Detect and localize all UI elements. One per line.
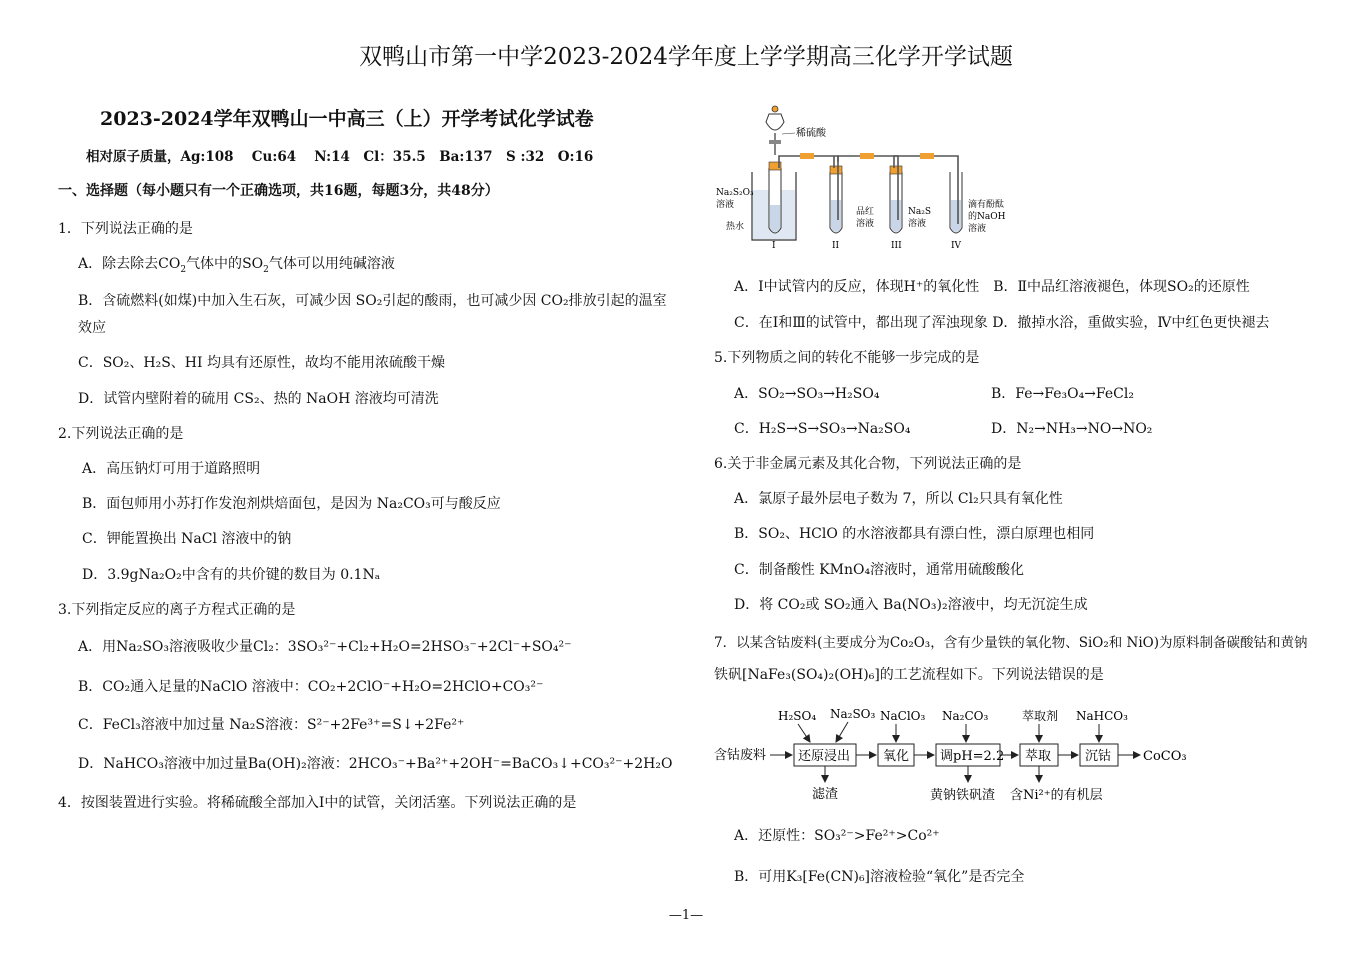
q7-option-b: B．可用K₃[Fe(CN)₆]溶液检验“氧化”是否完全: [734, 869, 1025, 885]
q2-option-b: B．面包师用小苏打作发泡剂烘焙面包，是因为 Na₂CO₃可与酸反应: [82, 496, 501, 512]
tube-label-3: III: [891, 241, 902, 251]
reagent-h2so4: H₂SO₄: [778, 709, 817, 723]
q5-option-a: A．SO₂→SO₃→H₂SO₄: [734, 386, 880, 402]
waste-organic-layer: 含Ni²⁺的有机层: [1010, 788, 1103, 803]
q3-option-c: C．FeCl₃溶液中加过量 Na₂S溶液：S²⁻+2Fe³⁺=S↓+2Fe²⁺: [78, 717, 465, 733]
q2-option-c: C．钾能置换出 NaCl 溶液中的钠: [82, 531, 292, 547]
label-na2s: Na₂S: [908, 207, 932, 217]
tube-label-1: I: [772, 241, 776, 251]
flow-end: CoCO₃: [1143, 749, 1187, 764]
label-dilute-acid: 稀硫酸: [796, 128, 826, 139]
label-hot-water: 热水: [726, 222, 745, 232]
page-title: 双鸭山市第一中学2023-2024学年度上学学期高三化学开学试题: [359, 44, 1013, 70]
q1-option-b-line2: 效应: [78, 320, 106, 336]
q6-option-b: B．SO₂、HClO 的水溶液都具有漂白性，漂白原理也相同: [734, 526, 1095, 542]
section-heading: 一、选择题（每小题只有一个正确选项，共16题，每题3分，共48分）: [58, 183, 499, 199]
q5-option-c: C．H₂S→S→SO₃→Na₂SO₄: [734, 421, 911, 437]
q5-stem: 5.下列物质之间的转化不能够一步完成的是: [714, 350, 980, 366]
q2-stem: 2.下列说法正确的是: [58, 426, 184, 442]
q4-option-ab: A．Ⅰ中试管内的反应，体现H⁺的氧化性 B．Ⅱ中品红溶液褪色，体现SO₂的还原性: [734, 279, 1250, 295]
label-pink-solution: 溶液: [856, 219, 875, 229]
process-flowchart: [712, 700, 1192, 810]
atomic-masses: 相对原子质量，Ag:108 Cu:64 N:14 Cl：35.5 Ba:137 S :32 O:16: [86, 149, 594, 165]
exam-subtitle: 2023-2024学年双鸭山一中高三（上）开学考试化学试卷: [100, 108, 594, 130]
label-phenol-2: 的NaOH: [968, 212, 1006, 222]
q7-stem-line2: 铁矾[NaFe₃(SO₄)₂(OH)₆]的工艺流程如下。下列说法错误的是: [714, 667, 1104, 683]
waste-jarosite: 黄钠铁矾渣: [930, 788, 996, 803]
q5-option-b: B．Fe→Fe₃O₄→FeCl₂: [991, 386, 1134, 402]
funnel-stopper-icon: [772, 106, 778, 112]
q5-option-d: D．N₂→NH₃→NO→NO₂: [991, 421, 1153, 437]
flow-step-4-label: 萃取: [1025, 749, 1052, 764]
q1-option-c: C．SO₂、H₂S、HI 均具有还原性，故均不能用浓硫酸干燥: [78, 355, 445, 371]
waste-residue: 滤渣: [812, 787, 839, 802]
q3-option-b: B．CO₂通入足量的NaClO 溶液中：CO₂+2ClO⁻+H₂O=2HClO+CO₃²⁻: [78, 679, 544, 695]
label-na2s-solution: 溶液: [908, 219, 927, 229]
q1-stem: 1．下列说法正确的是: [58, 221, 193, 237]
q4-option-cd: C．在Ⅰ和Ⅲ的试管中，都出现了浑浊现象 D．撤掉水浴，重做实验，Ⅳ中红色更快褪去: [734, 315, 1270, 331]
reagent-naclo3: NaClO₃: [880, 709, 926, 723]
q2-option-d: D．3.9gNa₂O₂中含有的共价键的数目为 0.1Nₐ: [82, 567, 381, 583]
label-phenol-3: 溶液: [968, 224, 987, 234]
reagent-na2co3: Na₂CO₃: [942, 709, 989, 723]
q1-option-d: D．试管内壁附着的硫用 CS₂、热的 NaOH 溶液均可清洗: [78, 391, 439, 407]
q6-option-a: A．氯原子最外层电子数为 7，所以 Cl₂只具有氧化性: [734, 491, 1063, 507]
q3-option-a: A．用Na₂SO₃溶液吸收少量Cl₂：3SO₃²⁻+Cl₂+H₂O=2HSO₃⁻+2Cl⁻+SO₄²⁻: [78, 639, 572, 655]
q4-stem: 4．按图装置进行实验。将稀硫酸全部加入Ⅰ中的试管，关闭活塞。下列说法正确的是: [58, 795, 577, 811]
test-tube-2-icon: [830, 166, 842, 233]
q3-stem: 3.下列指定反应的离子方程式正确的是: [58, 602, 296, 618]
q7-option-a: A．还原性：SO₃²⁻>Fe²⁺>Co²⁺: [734, 828, 940, 844]
flow-step-1-label: 还原浸出: [798, 749, 851, 764]
q6-option-c: C．制备酸性 KMnO₄溶液时，通常用硫酸酸化: [734, 562, 1025, 578]
q1-option-b-line1: B．含硫燃料(如煤)中加入生石灰，可减少因 SO₂引起的酸雨，也可减少因 CO₂排放引起的温室: [78, 293, 667, 309]
label-solution-1: 溶液: [716, 200, 735, 210]
test-tube-4-icon: [950, 172, 962, 233]
reagent-nahco3: NaHCO₃: [1076, 709, 1128, 723]
q3-option-d: D．NaHCO₃溶液中加过量Ba(OH)₂溶液：2HCO₃⁻+Ba²⁺+2OH⁻=BaCO₃↓+CO₃²⁻+2H₂O: [78, 756, 673, 772]
flow-step-2-label: 氧化: [883, 749, 910, 764]
q7-stem-line1: 7．以某含钴废料(主要成分为Co₂O₃，含有少量铁的氧化物、SiO₂和 NiO)为原料制备碳酸钴和黄钠: [714, 635, 1308, 651]
flow-step-3-label: 调pH=2.2: [940, 749, 1005, 764]
tube-label-2: II: [832, 241, 840, 251]
q6-stem: 6.关于非金属元素及其化合物，下列说法正确的是: [714, 456, 1022, 472]
label-pinkred: 品红: [856, 207, 875, 217]
label-phenol-1: 滴有酚酞: [968, 200, 1005, 210]
reagent-na2so3: Na₂SO₃: [830, 707, 876, 721]
flow-step-5-label: 沉钴: [1085, 749, 1112, 764]
q6-option-d: D．将 CO₂或 SO₂通入 Ba(NO₃)₂溶液中，均无沉淀生成: [734, 597, 1088, 613]
test-tube-3-icon: [890, 166, 902, 233]
page-number: —1—: [668, 908, 704, 923]
tube-label-4: IV: [951, 241, 962, 251]
label-na2s2o3: Na₂S₂O₃: [716, 188, 754, 198]
apparatus-diagram: [712, 100, 1042, 255]
reagent-extractant: 萃取剂: [1022, 709, 1059, 723]
q2-option-a: A．高压钠灯可用于道路照明: [82, 461, 261, 477]
dropping-funnel-icon: [766, 114, 784, 130]
flow-start: 含钴废料: [714, 748, 767, 763]
q1-option-a: A．除去除去$CO_2$气体中的$SO_2$气体可以用纯碱溶液: [78, 256, 395, 275]
